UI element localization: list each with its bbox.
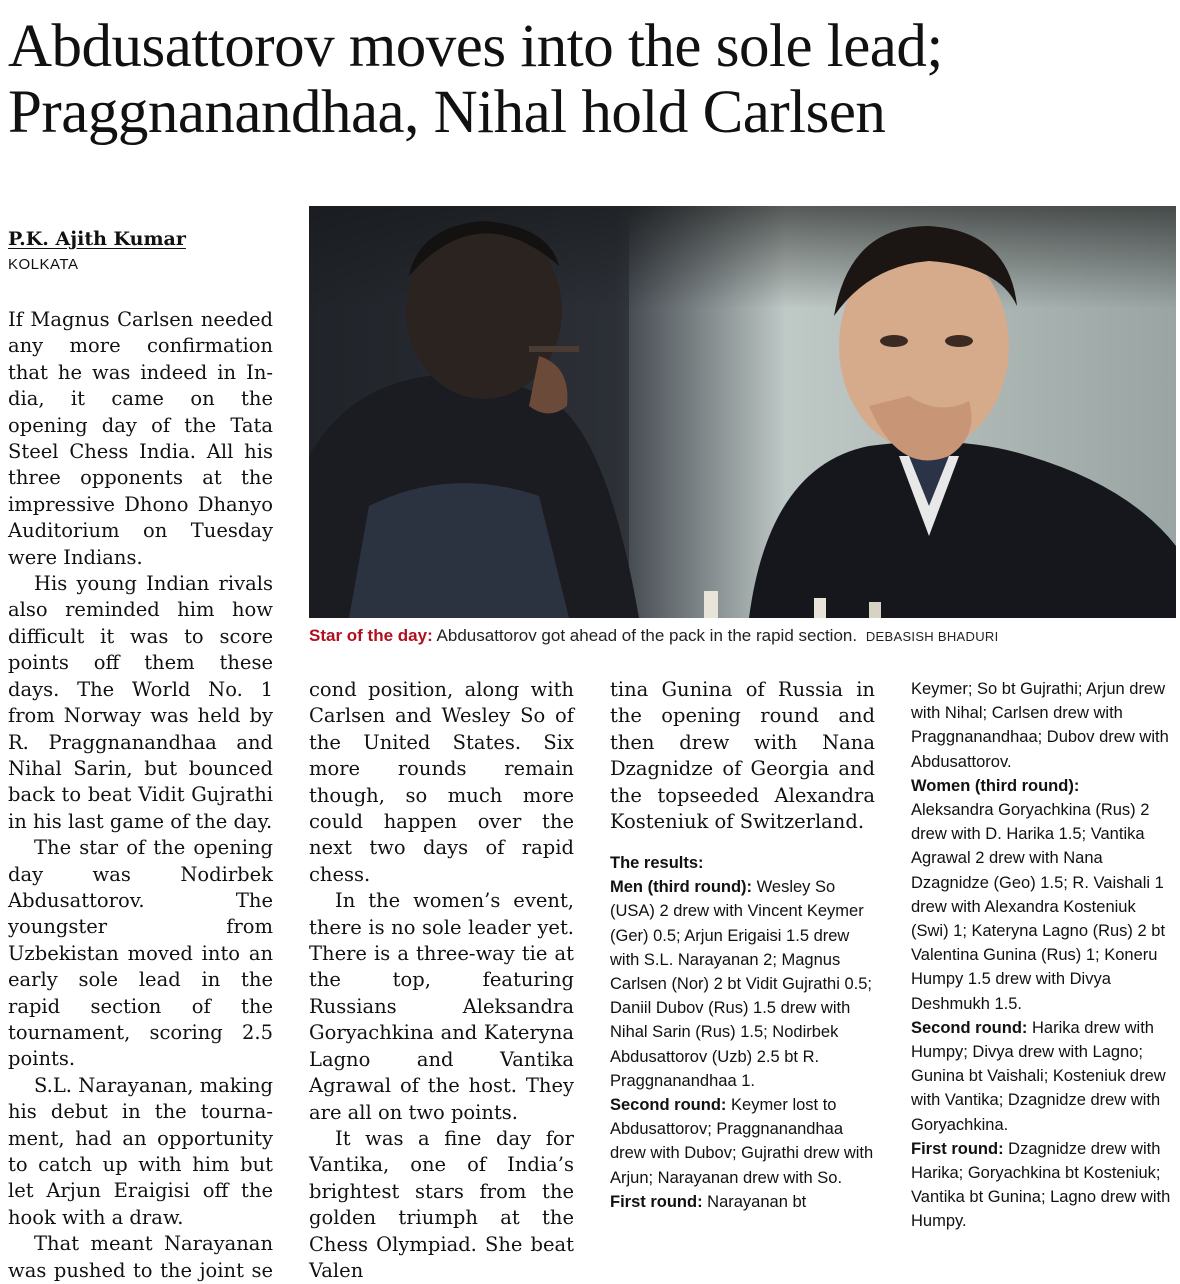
results-women-first-round: [911, 1137, 1176, 1234]
article-column-1: [8, 307, 273, 1284]
dateline-place: KOLKATA: [8, 256, 79, 273]
results-men-second-round: [610, 1093, 875, 1190]
round-text: Keymer lost to Abdusattorov; Praggnanandhaa drew with Dubov; Gujrathi drew with Arjun; Narayanan drew with So.: [610, 1096, 874, 1187]
article-column-2: [309, 677, 574, 1284]
round-label: Second round:: [911, 1018, 1028, 1037]
article-paragraph: In the women’s event, there is no sole leader yet. There is a three-way tie at the top, featuring Russians Aleksandra Goryachkina and Kateryna Lagno and Vantika Agrawal of the host. They are all on two points.: [309, 889, 574, 1124]
chess-players-photo-illustration: [309, 206, 1176, 618]
round-label: First round:: [911, 1139, 1004, 1158]
article-paragraph: It was a fine day for Vantika, one of India’s brightest stars from the golden triumph at the Chess Olympiad. She beat Valen: [309, 1126, 574, 1282]
article-paragraph-continued: tina Gunina of Russia in the opening round and then drew with Nana Dzagnidze of Georgia and the topseeded Alexandra Kosteniuk of Switzerland.: [610, 678, 875, 834]
headline-line-2: Praggnanandhaa, Nihal hold Carlsen: [8, 79, 886, 146]
round-text: Harika drew with Humpy; Divya drew with Lagno; Gunina bt Vaishali; Kosteniuk drew with Vantika; Dzagnidze drew with Goryachkina.: [911, 1018, 1166, 1134]
photo-caption: [309, 626, 1176, 646]
results-title: The results:: [610, 854, 704, 872]
article-column-3: [610, 677, 875, 835]
results-women-third-round-label: Women (third round):: [911, 776, 1080, 795]
headline-line-1: Abdusattorov moves into the sole lead;: [8, 13, 943, 80]
results-box-part-1: [610, 851, 875, 1214]
caption-label: Star of the day:: [309, 626, 433, 645]
results-box-part-2: [911, 677, 1176, 1234]
headline: [8, 14, 1173, 146]
author-name[interactable]: P.K. Ajith Kumar: [8, 228, 186, 250]
results-women-third-round: Aleksandra Goryachkina (Rus) 2 drew with D. Harika 1.5; Vantika Agrawal 2 drew with Nana Dzagnidze (Geo) 1.5; R. Vaishali 1 drew with Alexandra Kosteniuk (Swi) 1; Kateryna Lagno (Rus) 2 bt Valentina Gunina (Rus) 1; Koneru Humpy 1.5 drew with Divya Deshmukh 1.5.: [911, 801, 1166, 1013]
results-women-second-round: [911, 1016, 1176, 1137]
byline: [8, 228, 288, 273]
round-text: Dzagnidze drew with Harika; Goryachkina bt Kosteniuk; Vantika bt Gunina; Lagno drew with Humpy.: [911, 1139, 1171, 1231]
round-text: Narayanan bt: [702, 1192, 807, 1211]
article-paragraph-continued: cond position, along with Carlsen and Wesley So of the United States. Six more rounds remain though, so much more could happen over the next two days of rapid chess.: [309, 678, 574, 886]
results-men-first-round-continued: Keymer; So bt Gujrathi; Arjun drew with Nihal; Carlsen drew with Praggnanandhaa; Dubov drew with Abdusattorov.: [911, 680, 1169, 771]
results-men-third-round: [610, 875, 875, 1093]
round-label: Men (third round):: [610, 878, 753, 897]
photo-credit: DEBASISH BHADURI: [865, 629, 999, 644]
article-photo: [309, 206, 1176, 618]
round-text: Wesley So (USA) 2 drew with Vincent Keymer (Ger) 0.5; Arjun Erigaisi 1.5 drew with S.L. Narayanan 2; Magnus Carlsen (Nor) 2 bt Vidit Gujrathi 0.5; Daniil Dubov (Rus) 1.5 drew with Nihal Sarin (Rus) 1.5; Nodirbek Abdusattorov (Uzb) 2.5 bt R. Praggnanandhaa 1.: [610, 878, 872, 1090]
round-label: First round:: [610, 1192, 703, 1211]
caption-text: Abdusattorov got ahead of the pack in the rapid section.: [432, 626, 858, 645]
round-label: Second round:: [610, 1096, 727, 1115]
results-men-first-round: [610, 1190, 875, 1214]
article-paragraph: His young Indian rivals also reminded him how difficult it was to score points off them these days. The World No. 1 from Norway was held by R. Praggnanandhaa and Nihal Sarin, but bounced back to beat Vidit Gujrathi in his last game of the day.: [8, 572, 273, 833]
article-paragraph: The star of the opening day was Nodirbek Abdusattorov. The youngster from Uzbekistan moved into an early sole lead in the rapid section of the tournament, scoring 2.5 points.: [8, 836, 273, 1071]
article-paragraph: S.L. Narayanan, making his debut in the tournament, had an opportunity to catch up with him but let Arjun Eraigisi off the hook with a draw.: [8, 1073, 273, 1229]
article-paragraph: That meant Narayanan was pushed to the joint se: [8, 1232, 273, 1282]
article-paragraph: If Magnus Carlsen needed any more confirmation that he was indeed in India, it came on the opening day of the Tata Steel Chess India. All his three opponents at the impressive Dhono Dhanyo Auditorium on Tuesday were Indians.: [8, 308, 273, 569]
